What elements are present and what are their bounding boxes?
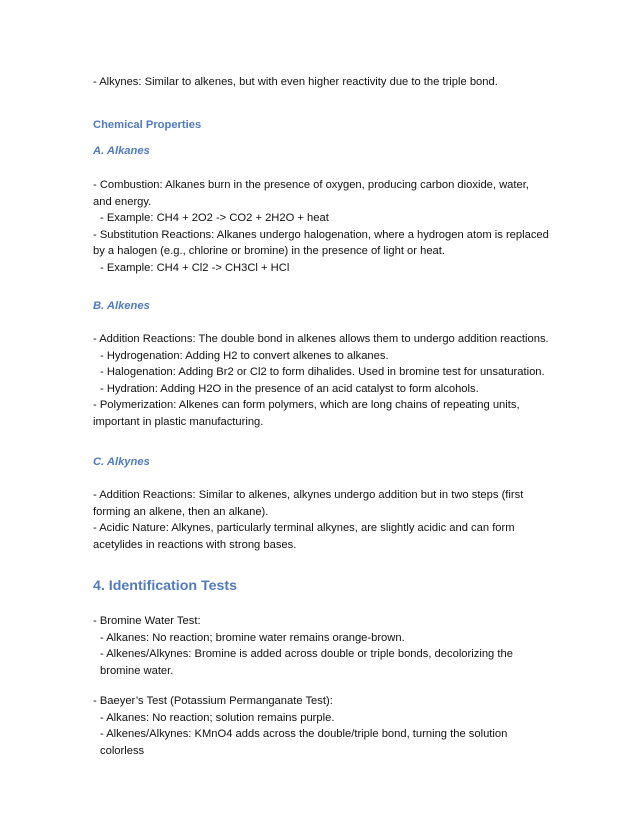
baeyer-line-1: - Alkanes: No reaction; solution remains purple. bbox=[100, 711, 335, 724]
alkenes-line-2: - Hydrogenation: Adding H2 to convert alkenes to alkanes. bbox=[100, 349, 389, 362]
bromine-line-1: - Alkanes: No reaction; bromine water remains orange-brown. bbox=[100, 631, 405, 644]
alkenes-line-1: - Addition Reactions: The double bond in alkenes allows them to undergo addition reactions. bbox=[93, 333, 549, 345]
bromine-test-title: - Bromine Water Test: bbox=[93, 615, 201, 627]
alkanes-line-1: - Combustion: Alkanes burn in the presence of oxygen, producing carbon dioxide, water, and energy. bbox=[93, 179, 529, 208]
bromine-test-paragraph bbox=[93, 613, 550, 679]
alkenes-line-5: - Polymerization: Alkenes can form polymers, which are long chains of repeating units, important in plastic manufacturing. bbox=[93, 399, 520, 428]
alkanes-heading: A. Alkanes bbox=[93, 145, 150, 157]
chemical-properties-heading: Chemical Properties bbox=[93, 119, 202, 131]
baeyer-test-title: - Baeyer’s Test (Potassium Permanganate Test): bbox=[93, 695, 333, 707]
alkanes-line-3: - Substitution Reactions: Alkanes undergo halogenation, where a hydrogen atom is replaced by a halogen (e.g., chlorine or bromine) in the presence of light or heat. bbox=[93, 228, 549, 257]
alkynes-paragraph bbox=[93, 487, 550, 553]
alkynes-line-2: - Acidic Nature: Alkynes, particularly terminal alkynes, are slightly acidic and can form acetylides in reactions with strong bases. bbox=[93, 522, 515, 551]
alkanes-paragraph bbox=[93, 177, 550, 276]
baeyer-test-paragraph bbox=[93, 693, 550, 759]
baeyer-line-2: - Alkenes/Alkynes: KMnO4 adds across the double/triple bond, turning the solution colorless bbox=[100, 728, 508, 757]
alkynes-line-1: - Addition Reactions: Similar to alkenes, alkynes undergo addition but in two steps (first forming an alkene, then an alkane). bbox=[93, 489, 524, 518]
alkynes-heading: C. Alkynes bbox=[93, 456, 150, 468]
alkenes-heading: B. Alkenes bbox=[93, 300, 150, 312]
alkynes-reactivity-line: - Alkynes: Similar to alkenes, but with even higher reactivity due to the triple bond. bbox=[93, 76, 498, 88]
alkenes-line-3: - Halogenation: Adding Br2 or Cl2 to form dihalides. Used in bromine test for unsaturation. bbox=[100, 366, 545, 378]
alkanes-line-2: - Example: CH4 + 2O2 -> CO2 + 2H2O + heat bbox=[100, 212, 329, 224]
alkenes-line-4: - Hydration: Adding H2O in the presence of an acid catalyst to form alcohols. bbox=[100, 382, 479, 395]
identification-tests-heading: 4. Identification Tests bbox=[93, 578, 238, 594]
alkanes-line-4: - Example: CH4 + Cl2 -> CH3Cl + HCl bbox=[100, 261, 290, 274]
bromine-line-2: - Alkenes/Alkynes: Bromine is added across double or triple bonds, decolorizing the bromine water. bbox=[100, 648, 513, 677]
alkenes-paragraph bbox=[93, 331, 550, 430]
